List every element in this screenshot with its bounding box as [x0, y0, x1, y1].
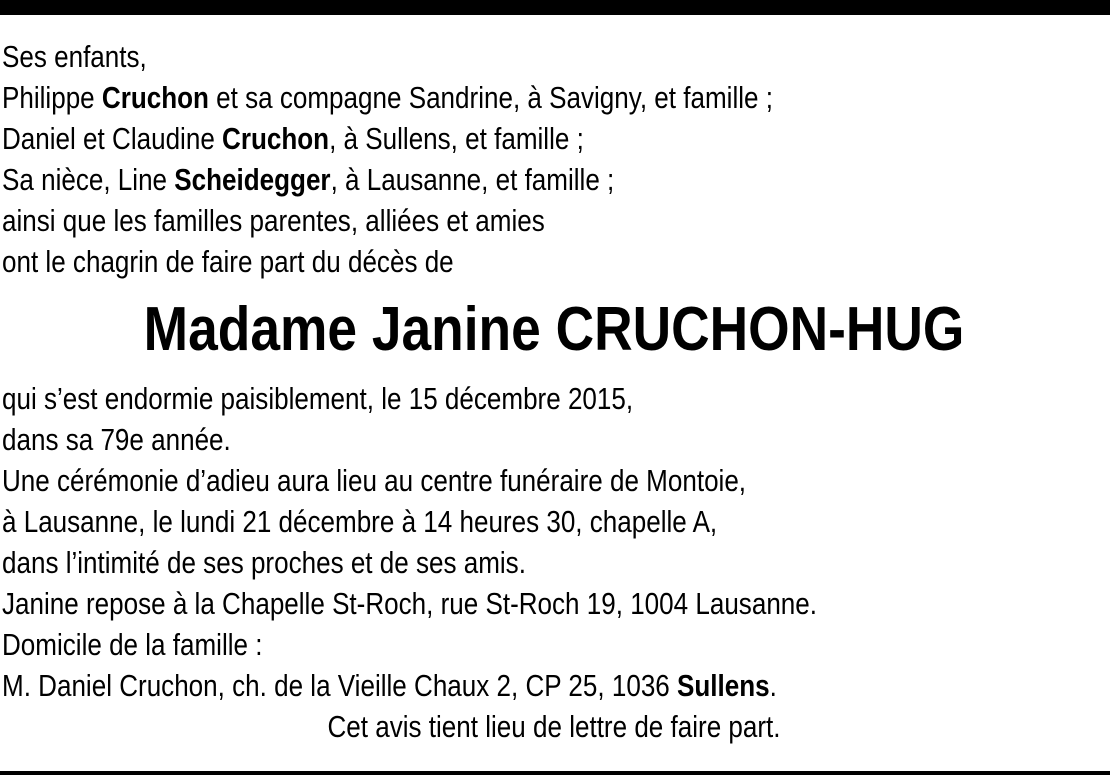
- text: .: [769, 668, 777, 703]
- text: M. Daniel Cruchon, ch. de la Vieille Chaux 2, CP 25, 1036: [2, 668, 678, 703]
- text: et sa compagne Sandrine, à Savigny, et famille ;: [208, 80, 773, 115]
- body-line-intimacy: dans l’intimité de ses proches et de ses amis.: [2, 545, 526, 580]
- intro-line-niece: [2, 159, 929, 200]
- body-line-death: qui s’est endormie paisiblement, le 15 décembre 2015,: [2, 381, 634, 416]
- intro-line-philippe: [2, 77, 929, 118]
- body-line-ceremony-date: à Lausanne, le lundi 21 décembre à 14 heures 30, chapelle A,: [2, 504, 718, 539]
- body-line-rest-place: Janine repose à la Chapelle St-Roch, rue St-Roch 19, 1004 Lausanne.: [2, 586, 817, 621]
- intro-line-announcement: ont le chagrin de faire part du décès de: [2, 244, 454, 279]
- top-border-rule: [0, 0, 1110, 15]
- intro-line-daniel: [2, 118, 929, 159]
- family-surname: Scheidegger: [174, 162, 331, 197]
- intro-line-families: ainsi que les familles parentes, alliées et amies: [2, 203, 545, 238]
- text: , à Sullens, et famille ;: [329, 121, 584, 156]
- intro-line-children: Ses enfants,: [2, 39, 147, 74]
- body-line-age: dans sa 79e année.: [2, 422, 231, 457]
- obituary-notice: [2, 36, 1106, 747]
- body-line-ceremony: Une cérémonie d’adieu aura lieu au centre funéraire de Montoie,: [2, 463, 747, 498]
- closing-note: Cet avis tient lieu de lettre de faire part.: [327, 709, 781, 744]
- text: , à Lausanne, et famille ;: [330, 162, 615, 197]
- deceased-name: Madame Janine CRUCHON-HUG: [143, 295, 965, 364]
- text: Sa nièce, Line: [2, 162, 175, 197]
- text: Daniel et Claudine: [2, 121, 223, 156]
- address-town: Sullens: [677, 668, 770, 703]
- body-line-address: [2, 665, 929, 706]
- family-surname: Cruchon: [101, 80, 209, 115]
- body-line-domicile-label: Domicile de la famille :: [2, 627, 263, 662]
- bottom-border-rule: [0, 771, 1110, 775]
- family-surname: Cruchon: [222, 121, 330, 156]
- text: Philippe: [2, 80, 102, 115]
